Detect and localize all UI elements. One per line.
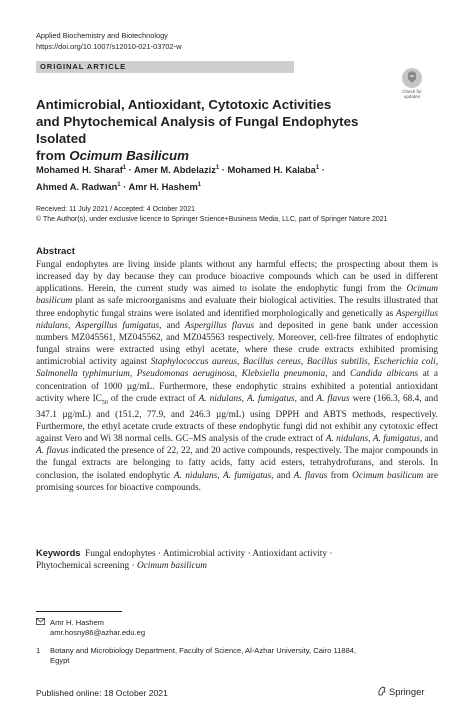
- journal-header: [36, 31, 181, 52]
- keywords-text: Ocimum basilicum: [136, 561, 207, 572]
- publisher-name: Springer: [389, 686, 425, 697]
- journal-name: Applied Biochemistry and Biotechnology: [36, 31, 168, 40]
- author-name[interactable]: Ahmed A. Radwan: [36, 181, 118, 192]
- corresponding-author: Amr H. Hashem: [50, 618, 105, 627]
- abstract-body: Fungal endophytes are living inside plants without any harmful effects; the prospecting about them is increased day by day because they can produce bioactive compounds which can be used in different applications. Herein, the current study was aimed to isolate the endophytic fungi from the Ocimum basilicum plant as safe microorganisms and evaluate their biological activities. The results illustrated that three endophytic fungal strains were isolated and identified morphologically and genetically as Aspergillus nidulans, Aspergillus fumigatus, and Aspergillus flavus and deposited in gene bank under accession numbers MZ045561, MZ045562, and MZ045563 respectively. Moreover, cell-free filtrates of endophytic fungal strains were extracted using ethyl acetate, where these crude extracts exhibited promising antimicrobial activity against Staphylococcus aureus, Bacillus cereus, Bacillus subtilis, Escherichia coli, Salmonella typhimurium, Pseudomonas aeruginosa, Klebsiella pneumonia, and Candida albicans at a concentration of 1000 µg/mL. Furthermore, these endophytic strains exhibited a potential antioxidant activity where $IC_{50}$ of the crude extract of A. nidulans, A. fumigatus, and A. flavus were (166.3, 68.4, and 347.1 µg/mL) and (151.2, 77.9, and 246.3 µg/mL) using DPPH and ABTS methods, respectively. Furthermore, the ethyl acetate crude extracts of these endophytic fungi did not exhibit any cytotoxic effect against Vero and Wi 38 normal cells. GC–MS analysis of the crude extract of A. nidulans, A. fumigatus, and A. flavus indicated the presence of 22, 22, and 20 active compounds, respectively. The major compounds in the fungal extracts are belonging to fatty acids, fatty acid esters, tetrahydrofurans, and sterols. In conclusion, the isolated endophytic A. nidulans, A. fumigatus, and A. flavus from Ocimum basilicum are promising sources for bioactive compounds.: [36, 260, 439, 493]
- copyright-line: © The Author(s), under exclusive licence to Springer Science+Business Media, LLC, part of Springer Nature 2021: [36, 216, 388, 223]
- springer-horse-icon: [377, 686, 387, 696]
- abstract-heading: Abstract: [36, 246, 75, 257]
- article-title: [36, 96, 376, 164]
- keywords-text: Phytochemical screening ·: [36, 561, 137, 572]
- received-accepted: Received: 11 July 2021 / Accepted: 4 October 2021: [36, 206, 196, 213]
- affiliation-number: 1: [36, 646, 41, 655]
- footnote-divider: [36, 611, 122, 612]
- envelope-icon: [36, 618, 50, 628]
- corresponding-email[interactable]: amr.hosny86@azhar.edu.eg: [50, 628, 146, 637]
- author-name[interactable]: · Amer M. Abdelaziz: [126, 165, 216, 176]
- publisher-logo[interactable]: [377, 686, 424, 697]
- check-for-updates-badge[interactable]: [396, 68, 428, 102]
- title-line: from Ocimum Basilicum: [36, 148, 189, 163]
- author-name[interactable]: Mohamed H. Sharaf: [36, 165, 123, 176]
- published-online: Published online: 18 October 2021: [36, 688, 168, 698]
- title-line: and Phytochemical Analysis of Fungal Endophytes Isolated: [36, 114, 359, 146]
- author-list: [36, 161, 396, 194]
- article-type-band: [36, 61, 294, 73]
- article-type-label: ORIGINAL ARTICLE: [40, 62, 127, 71]
- doi-link[interactable]: https://doi.org/10.1007/s12010-021-03702-w: [36, 41, 182, 51]
- author-line: Ahmed A. Radwan$^1$ · Amr H. Hashem$^1$: [36, 181, 202, 192]
- correspondence: [36, 618, 145, 638]
- check-updates-text: Check for updates: [402, 89, 422, 100]
- affiliation: [36, 646, 356, 666]
- affiliation-text: Egypt: [50, 656, 70, 665]
- title-line: Antimicrobial, Antioxidant, Cytotoxic Activities: [36, 97, 332, 112]
- keywords-label: Keywords: [36, 548, 81, 558]
- keywords-text: Fungal endophytes · Antimicrobial activity · Antioxidant activity ·: [85, 549, 333, 559]
- check-updates-icon: [402, 68, 422, 88]
- affiliation-text: Botany and Microbiology Department, Faculty of Science, Al-Azhar University, Cairo 11884,: [50, 646, 357, 655]
- author-name[interactable]: · Amr H. Hashem: [120, 181, 198, 192]
- keywords: [36, 547, 438, 573]
- author-name[interactable]: · Mohamed H. Kalaba: [219, 165, 316, 176]
- author-line: Mohamed H. Sharaf$^1$ · Amer M. Abdelaziz$^1$ · Mohamed H. Kalaba$^1$ ·: [36, 165, 325, 176]
- article-dates: [36, 205, 436, 225]
